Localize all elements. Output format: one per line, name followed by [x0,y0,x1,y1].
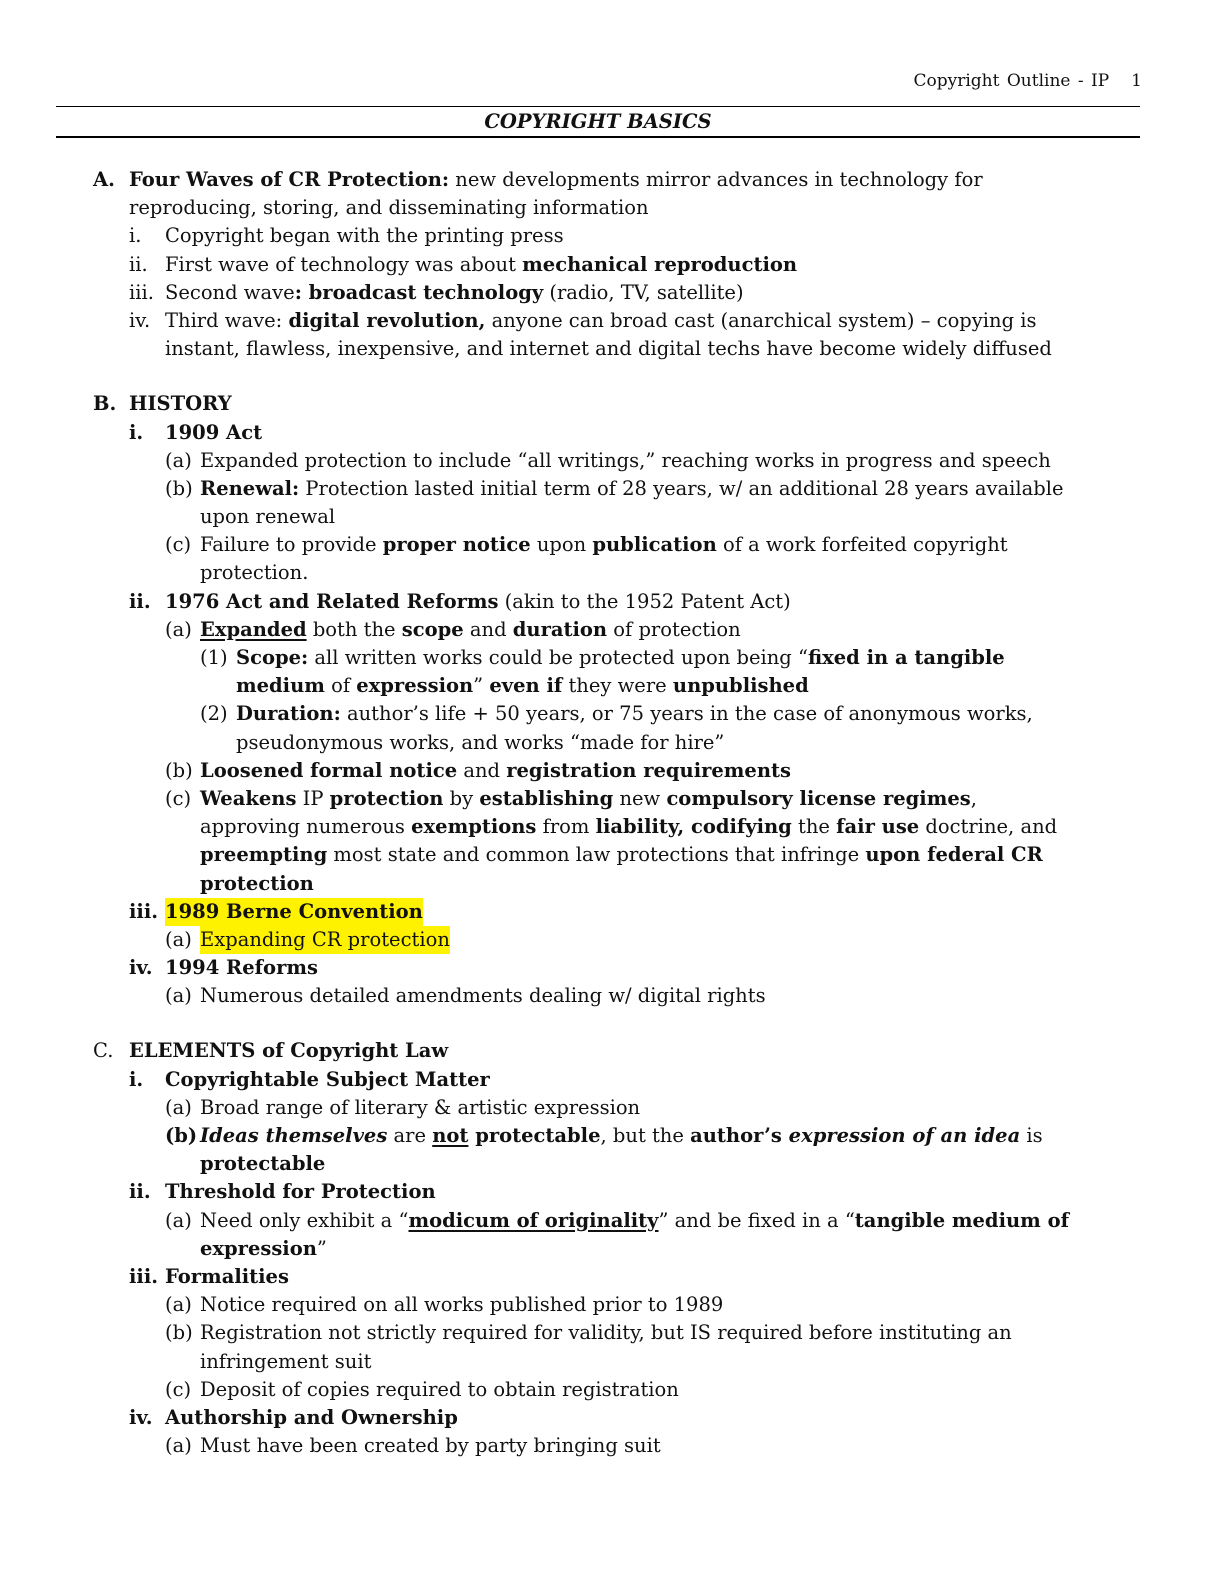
body-text: are [387,1124,433,1147]
subsection-heading [0,1066,1224,1094]
bold-italic-text: Ideas themselves [200,1124,388,1147]
outline-marker: i. [129,420,144,444]
body-text: , [970,786,977,810]
body-text: , but the [600,1124,691,1147]
bold-text: protection [200,871,314,895]
bold-text: author’s [690,1124,789,1147]
highlighted-subsection-title: 1989 Berne Convention [165,898,423,926]
list-item [0,1207,1224,1235]
subsection-heading [0,419,1224,447]
bold-text: duration [512,617,608,641]
body-text: and [463,617,513,641]
body-text: Need only exhibit a “ [200,1208,409,1232]
list-item [0,757,1224,785]
body-text: ” [473,674,490,698]
outline-marker: (c) [165,1377,192,1401]
list-item [0,926,1224,954]
list-item-continued [0,335,1224,363]
body-text: ” and be fixed in a “ [658,1208,855,1232]
outline-marker: C. [93,1039,114,1063]
bold-text: preempting [200,843,328,867]
body-text: new [613,786,667,810]
body-text: ” [316,1236,327,1260]
body-text: Third wave: [165,308,289,332]
outline-marker: (a) [165,448,192,472]
list-item [0,447,1224,475]
list-item [0,307,1224,335]
outline-marker: (a) [165,927,192,951]
outline-marker: B. [93,392,117,416]
body-text: Copyright began with the printing press [165,224,564,248]
subsection-title: Authorship and Ownership [165,1405,458,1429]
body-text: Numerous detailed amendments dealing w/ digital rights [200,984,766,1008]
outline-marker: (a) [165,1434,192,1458]
list-item [0,1291,1224,1319]
body-text: Registration not strictly required for validity, but IS required before instituting an [200,1321,1012,1345]
outline-marker: (a) [165,617,192,641]
subsection-title: 1976 Act and Related Reforms [165,589,499,613]
bold-text: Loosened formal notice [200,758,458,782]
list-item [0,1094,1224,1122]
subsection-heading [0,1404,1224,1432]
outline-marker: iv. [129,1405,153,1429]
bold-text: even if [489,674,563,698]
body-text: (radio, TV, satellite) [543,280,744,304]
bold-text: establishing [479,786,614,810]
body-text: anyone can broad cast (anarchical system) – copying is [485,308,1037,332]
list-item-continued [0,870,1224,898]
bold-text: registration requirements [506,758,792,782]
section-a-text [0,194,1224,222]
bold-text: protectable [200,1152,326,1176]
outline-body [0,166,1224,1460]
bold-text: Renewal: [200,476,300,500]
bold-text: tangible medium of [854,1208,1069,1232]
bold-text: liability, codifying [595,815,792,839]
bold-italic-text: expression of an idea [788,1124,1021,1147]
body-text: (akin to the 1952 Patent Act) [498,589,791,613]
body-text: protection. [200,561,309,585]
body-text: Must have been created by party bringing suit [200,1434,661,1458]
body-text: of [324,674,357,698]
outline-marker: iii. [129,280,154,304]
page-number: 1 [1131,71,1142,91]
list-item [0,1122,1224,1150]
list-item [0,644,1224,672]
body-text: approving numerous [200,815,412,839]
subsection-heading [0,954,1224,982]
outline-marker: iv. [129,308,151,332]
list-item [0,279,1224,307]
subsection-heading [0,588,1224,616]
body-text: Notice required on all works published prior to 1989 [200,1293,724,1317]
outline-marker: (1) [200,646,228,669]
bold-text: scope [401,617,464,641]
bold-text: fixed in a tangible [807,646,1005,669]
bold-text: mechanical reproduction [522,252,798,276]
body-text: by [443,786,480,810]
bold-text: digital revolution, [288,308,486,332]
bold-text: protection [329,786,444,810]
outline-marker: (b) [165,1321,193,1345]
subsection-title: Copyrightable Subject Matter [165,1067,490,1091]
outline-marker: (b) [165,1124,198,1147]
list-item [0,700,1224,728]
body-text: IP [296,786,330,810]
outline-marker: iv. [129,956,153,980]
outline-marker: (a) [165,1293,192,1317]
outline-marker: (b) [165,476,193,500]
list-item-continued [0,672,1224,700]
bold-text: expression [200,1236,317,1260]
list-item-continued [0,1150,1224,1178]
outline-marker: ii. [129,1180,151,1204]
list-item-continued [0,841,1224,869]
body-text: new developments mirror advances in technology for [449,168,983,191]
highlighted-text: Expanding CR protection [200,926,450,954]
body-text: both the [306,617,402,641]
section-a-heading [0,166,1224,194]
list-item-continued [0,1348,1224,1376]
body-text: pseudonymous works, and works “made for hire” [236,730,725,754]
body-text: Protection lasted initial term of 28 years, w/ an additional 28 years available [299,476,1064,500]
subsection-title: Threshold for Protection [165,1180,436,1204]
page-title: COPYRIGHT BASICS [484,110,712,133]
subsection-heading [0,1178,1224,1206]
outline-marker: i. [129,224,142,248]
bold-text: fair use [836,815,920,839]
outline-marker: (b) [165,758,193,782]
outline-marker: (c) [165,786,192,810]
list-item-continued [0,729,1224,757]
outline-marker: iii. [129,1264,159,1288]
body-text: Deposit of copies required to obtain registration [200,1377,679,1401]
subsection-heading [0,1263,1224,1291]
list-item-continued [0,503,1224,531]
body-text: and [457,758,507,782]
subsection-title: 1994 Reforms [165,956,318,980]
body-text: upon renewal [200,505,336,529]
list-item [0,251,1224,279]
outline-marker: (a) [165,984,192,1008]
list-item-continued [0,813,1224,841]
body-text: of protection [607,617,741,641]
section-heading: ELEMENTS of Copyright Law [129,1039,449,1063]
subsection-title: 1909 Act [165,420,263,444]
outline-marker: A. [93,168,115,191]
underlined-text: modicum of originality [408,1208,659,1232]
section-heading: HISTORY [129,392,232,416]
body-text: Failure to provide [200,533,383,557]
body-text: instant, flawless, inexpensive, and internet and digital techs have become widely diffused [165,337,1052,361]
bold-text: Scope: [236,646,309,669]
body-text: Expanded protection to include “all writings,” reaching works in progress and speech [200,448,1051,472]
header-text: Copyright Outline - IP [913,71,1110,91]
bold-text: expression [356,674,474,698]
page-header [914,70,1143,92]
body-text: doctrine, and [919,815,1058,839]
bold-text: protectable [468,1124,601,1147]
bold-text: medium [236,674,325,698]
outline-marker: ii. [129,589,151,613]
body-text: reproducing, storing, and disseminating information [129,196,649,220]
bold-text: upon federal CR [865,843,1043,867]
list-item [0,1319,1224,1347]
body-text: Broad range of literary & artistic expression [200,1095,641,1119]
underlined-text: not [432,1124,469,1147]
subsection-heading [0,898,1224,926]
section-heading: Four Waves of CR Protection: [129,168,450,191]
underlined-text: Expanded [200,617,307,641]
bold-text: proper notice [382,533,531,557]
body-text: infringement suit [200,1349,372,1373]
bold-text: Weakens [200,786,297,810]
bold-text: publication [592,533,717,557]
body-text: of a work forfeited copyright [716,533,1008,557]
outline-marker: (a) [165,1095,192,1119]
bold-text: Duration: [236,702,341,726]
list-item-continued [0,1235,1224,1263]
body-text: they were [562,674,673,698]
list-item-continued [0,559,1224,587]
body-text: is [1020,1124,1043,1147]
body-text: author’s life + 50 years, or 75 years in the case of anonymous works, [340,702,1033,726]
title-rule [56,136,1140,138]
list-item [0,475,1224,503]
body-text: from [536,815,596,839]
bold-text: : broadcast technology [294,280,544,304]
outline-marker: i. [129,1067,144,1091]
outline-marker: (c) [165,533,192,557]
body-text: the [791,815,837,839]
list-item [0,1432,1224,1460]
bold-text: unpublished [672,674,809,698]
outline-marker: (a) [165,1208,192,1232]
body-text: Second wave [165,280,295,304]
body-text: most state and common law protections that infringe [327,843,866,867]
list-item [0,222,1224,250]
section-b-heading [0,390,1224,418]
outline-marker: iii. [129,899,159,923]
list-item [0,982,1224,1010]
list-item [0,1376,1224,1404]
outline-marker: ii. [129,252,148,276]
bold-text: exemptions [411,815,537,839]
subsection-title: Formalities [165,1264,289,1288]
body-text: all written works could be protected upon being “ [308,646,808,669]
header-rule [56,106,1140,107]
body-text: First wave of technology was about [165,252,523,276]
outline-marker: (2) [200,702,228,726]
list-item [0,616,1224,644]
body-text: upon [530,533,593,557]
list-item [0,785,1224,813]
list-item [0,531,1224,559]
section-c-heading [0,1037,1224,1065]
bold-text: compulsory license regimes [666,786,971,810]
